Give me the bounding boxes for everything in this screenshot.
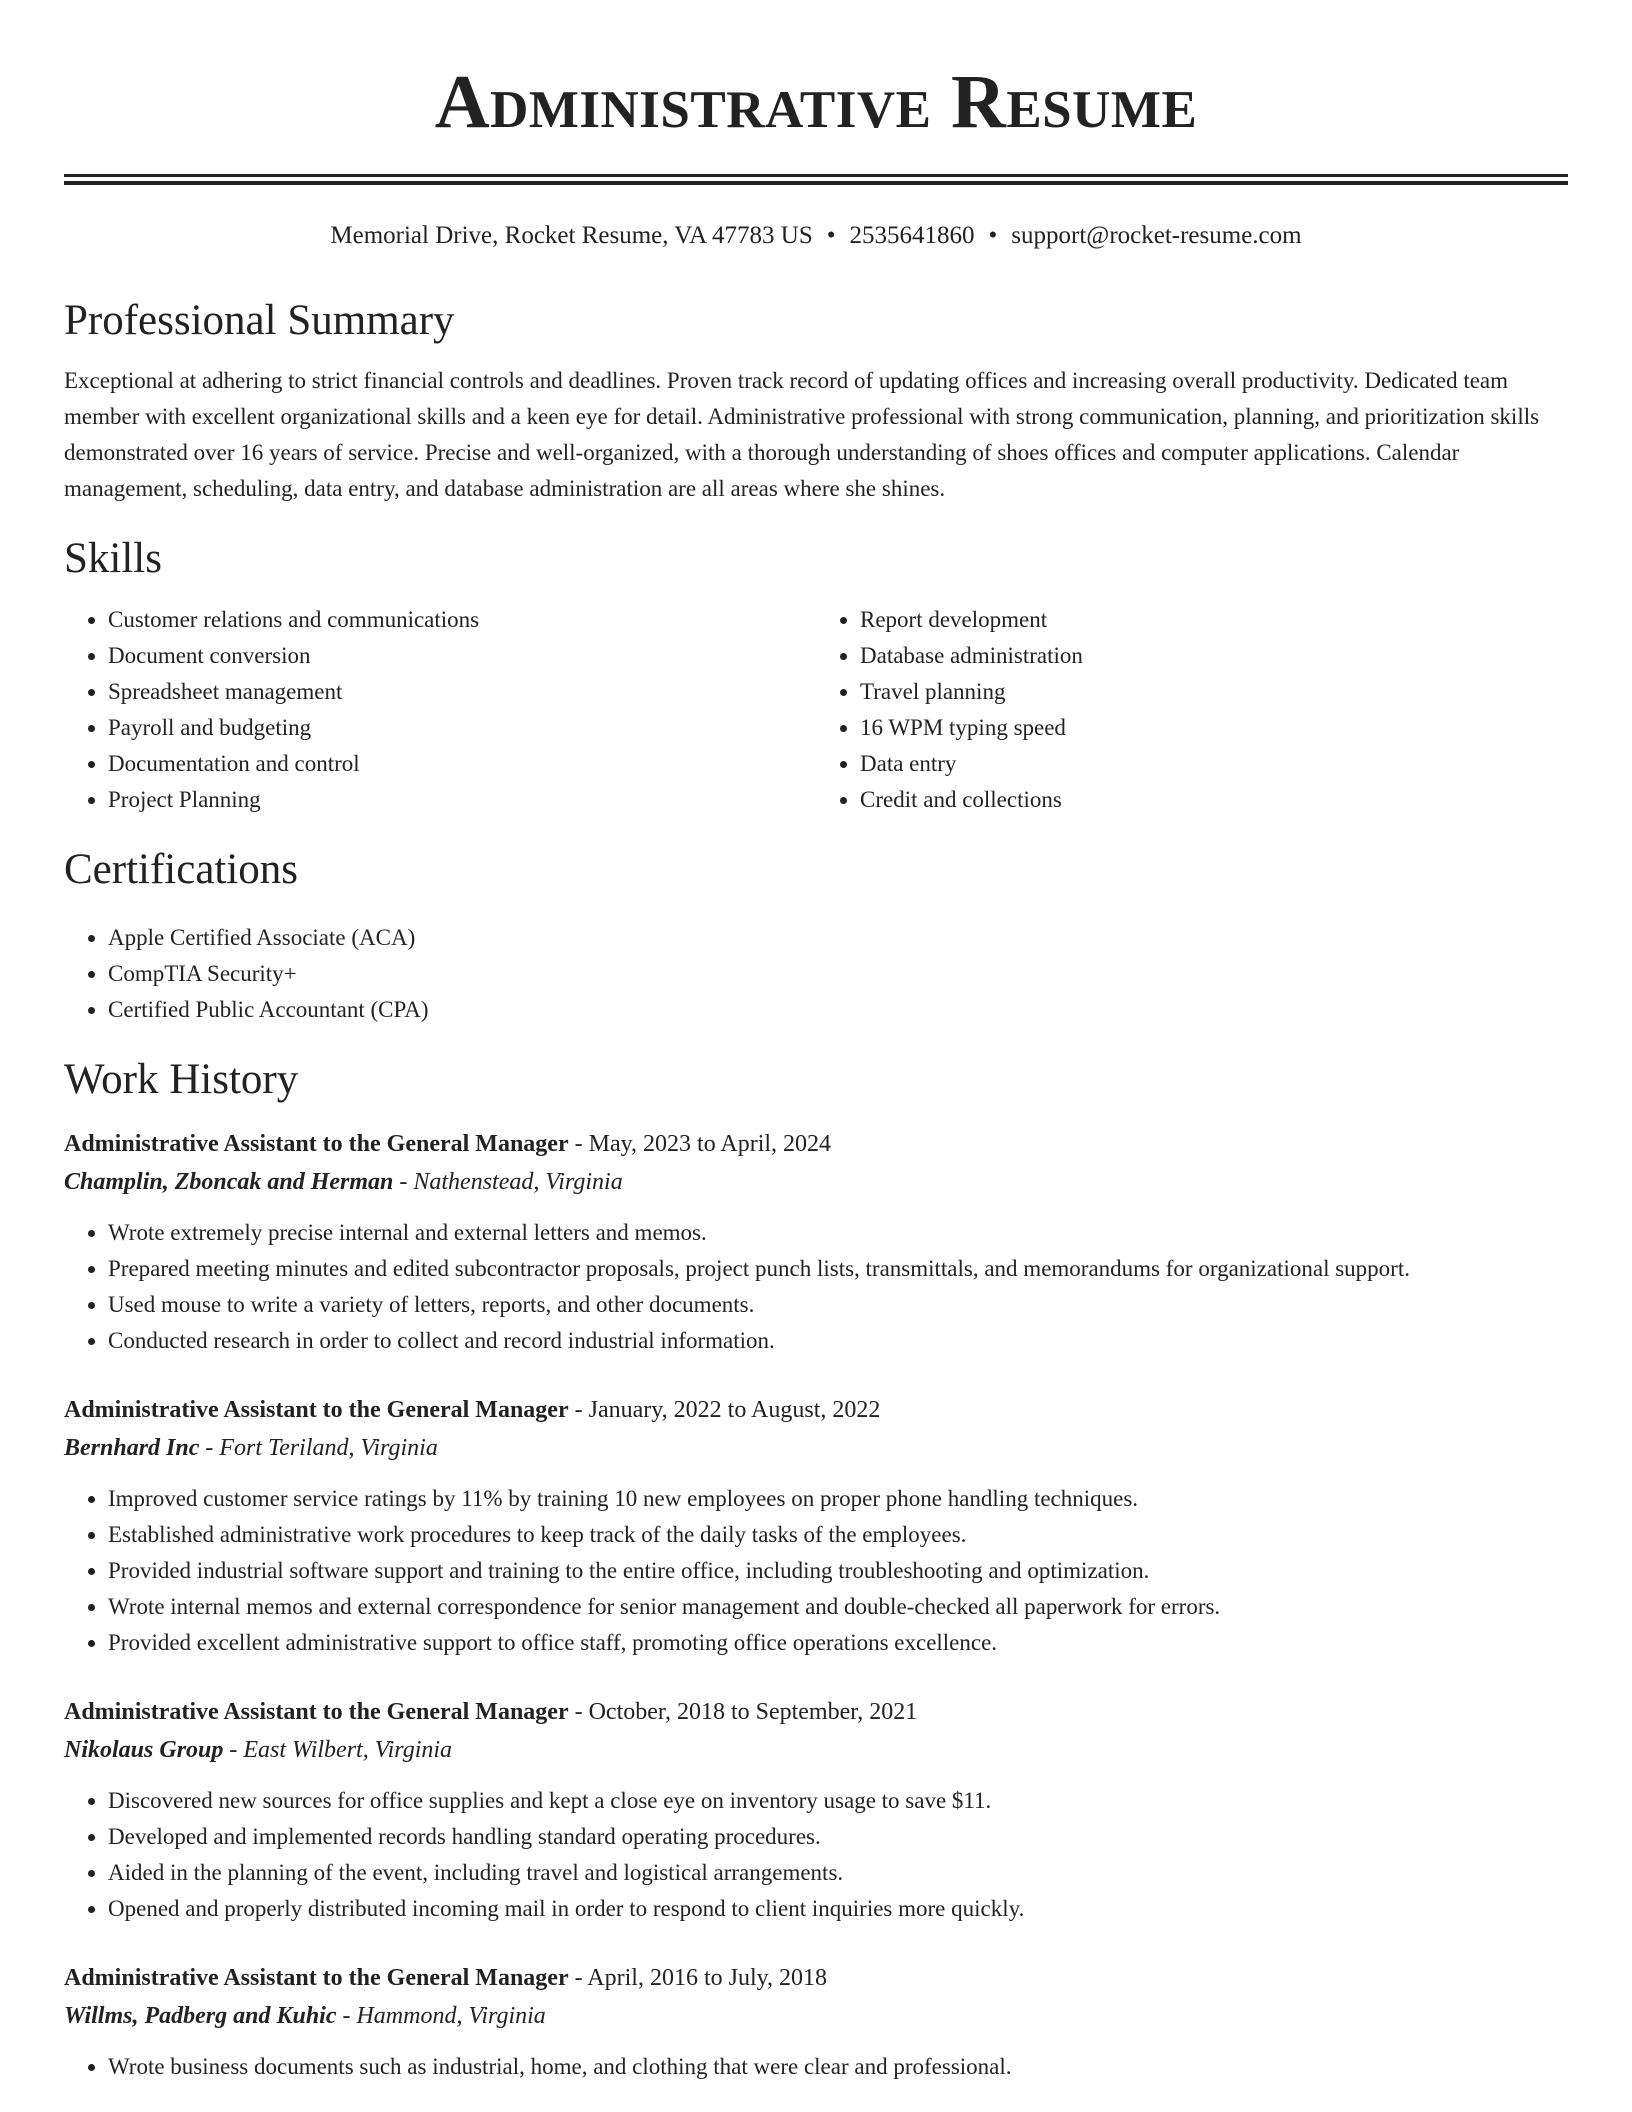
job-entry <box>64 1125 1568 1359</box>
section-title-certifications: Certifications <box>64 846 299 894</box>
skill-item: • Credit and collections <box>860 782 1568 818</box>
skill-item: • Report development <box>860 602 1568 638</box>
job-dates: - May, 2023 to April, 2024 <box>568 1131 832 1158</box>
skill-item: • Data entry <box>860 746 1568 782</box>
job-bullet: • Wrote internal memos and external correspondence for senior management and double-checked all paperwork for errors. <box>108 1589 1568 1625</box>
section-title-skills: Skills <box>64 534 162 582</box>
job-location: - Fort Teriland, Virginia <box>199 1435 438 1462</box>
skill-item: • Payroll and budgeting <box>108 710 816 746</box>
job-bullet: • Provided excellent administrative support to office staff, promoting office operations excellence. <box>108 1625 1568 1661</box>
job-company-line <box>64 1731 1568 1769</box>
job-company: Bernhard Inc <box>64 1435 200 1462</box>
job-company-line <box>64 1163 1568 1201</box>
resume-title: Administrative Resume <box>434 60 1198 144</box>
job-company: Nikolaus Group <box>64 1737 224 1764</box>
job-role: Administrative Assistant to the General Manager <box>64 1699 569 1726</box>
job-bullet: • Prepared meeting minutes and edited subcontractor proposals, project punch lists, transmittals, and memorandums for organizational support. <box>108 1251 1568 1287</box>
job-bullet: • Provided industrial software support and training to the entire office, including troubleshooting and optimization. <box>108 1553 1568 1589</box>
skill-item: • Travel planning <box>860 674 1568 710</box>
job-entry <box>64 1693 1568 1927</box>
job-company: Champlin, Zboncak and Herman <box>64 1169 394 1196</box>
skill-item: • Document conversion <box>108 638 816 674</box>
job-bullet: • Aided in the planning of the event, including travel and logistical arrangements. <box>108 1855 1568 1891</box>
job-bullets <box>64 1215 1568 1359</box>
job-bullet: • Discovered new sources for office supplies and kept a close eye on inventory usage to save $11. <box>108 1783 1568 1819</box>
contact-email: support@rocket-resume.com <box>1011 222 1302 249</box>
skills-columns <box>64 602 1568 818</box>
summary-text: Exceptional at adhering to strict financial controls and deadlines. Proven track record of updating offices and increasing overall productivity. Dedicated team member with excellent organizational skills and a keen eye for detail. Administrative professional with strong communication, planning, and prioritization skills demonstrated over 16 years of service. Precise and well-organized, with a thorough understanding of shoes offices and computer applications. Calendar management, scheduling, data entry, and database administration are all areas where she shines. <box>64 367 1540 501</box>
job-bullet: • Wrote business documents such as industrial, home, and clothing that were clear and professional. <box>108 2049 1568 2085</box>
job-bullet: • Used mouse to write a variety of letters, reports, and other documents. <box>108 1287 1568 1323</box>
job-header <box>64 1125 1568 1163</box>
job-bullet: • Established administrative work procedures to keep track of the daily tasks of the employees. <box>108 1517 1568 1553</box>
contact-separator: • <box>826 222 836 249</box>
job-dates: - April, 2016 to July, 2018 <box>568 1965 828 1992</box>
job-header <box>64 1391 1568 1429</box>
job-bullet: • Wrote extremely precise internal and external letters and memos. <box>108 1215 1568 1251</box>
certifications-list <box>64 920 1568 1028</box>
job-company-line <box>64 1997 1568 2035</box>
job-bullet: • Developed and implemented records handling standard operating procedures. <box>108 1819 1568 1855</box>
job-bullet: • Conducted research in order to collect and record industrial information. <box>108 1323 1568 1359</box>
job-bullets <box>64 1481 1568 1661</box>
contact-address: Memorial Drive, Rocket Resume, VA 47783 US <box>330 222 813 249</box>
job-bullets <box>64 1783 1568 1927</box>
job-company-line <box>64 1429 1568 1467</box>
contact-line <box>64 221 1568 251</box>
skill-item: • Spreadsheet management <box>108 674 816 710</box>
skills-list-right <box>816 602 1568 818</box>
title-double-rule <box>64 174 1568 185</box>
certification-item: • Apple Certified Associate (ACA) <box>108 920 1568 956</box>
job-header <box>64 1959 1568 1997</box>
section-title-work-history: Work History <box>64 1055 299 1103</box>
job-entry <box>64 1391 1568 1661</box>
job-location: - East Wilbert, Virginia <box>223 1737 453 1764</box>
job-bullets <box>64 2049 1568 2085</box>
skills-list-left <box>64 602 816 818</box>
skill-item: • Database administration <box>860 638 1568 674</box>
skill-item: • Project Planning <box>108 782 816 818</box>
skill-item: • 16 WPM typing speed <box>860 710 1568 746</box>
certification-item: • CompTIA Security+ <box>108 956 1568 992</box>
job-role: Administrative Assistant to the General Manager <box>64 1397 569 1424</box>
job-entry <box>64 1959 1568 2085</box>
job-role: Administrative Assistant to the General Manager <box>64 1131 569 1158</box>
job-dates: - January, 2022 to August, 2022 <box>568 1397 881 1424</box>
job-header <box>64 1693 1568 1731</box>
job-role: Administrative Assistant to the General Manager <box>64 1965 569 1992</box>
section-title-summary: Professional Summary <box>64 297 455 344</box>
skill-item: • Customer relations and communications <box>108 602 816 638</box>
job-location: - Hammond, Virginia <box>336 2003 546 2030</box>
job-bullet: • Improved customer service ratings by 11% by training 10 new employees on proper phone handling techniques. <box>108 1481 1568 1517</box>
job-bullet: • Opened and properly distributed incoming mail in order to respond to client inquiries more quickly. <box>108 1891 1568 1927</box>
contact-phone: 2535641860 <box>849 222 975 249</box>
job-company: Willms, Padberg and Kuhic <box>64 2003 337 2030</box>
job-location: - Nathenstead, Virginia <box>393 1169 623 1196</box>
job-dates: - October, 2018 to September, 2021 <box>568 1699 918 1726</box>
contact-separator: • <box>988 222 998 249</box>
certification-item: • Certified Public Accountant (CPA) <box>108 992 1568 1028</box>
skill-item: • Documentation and control <box>108 746 816 782</box>
